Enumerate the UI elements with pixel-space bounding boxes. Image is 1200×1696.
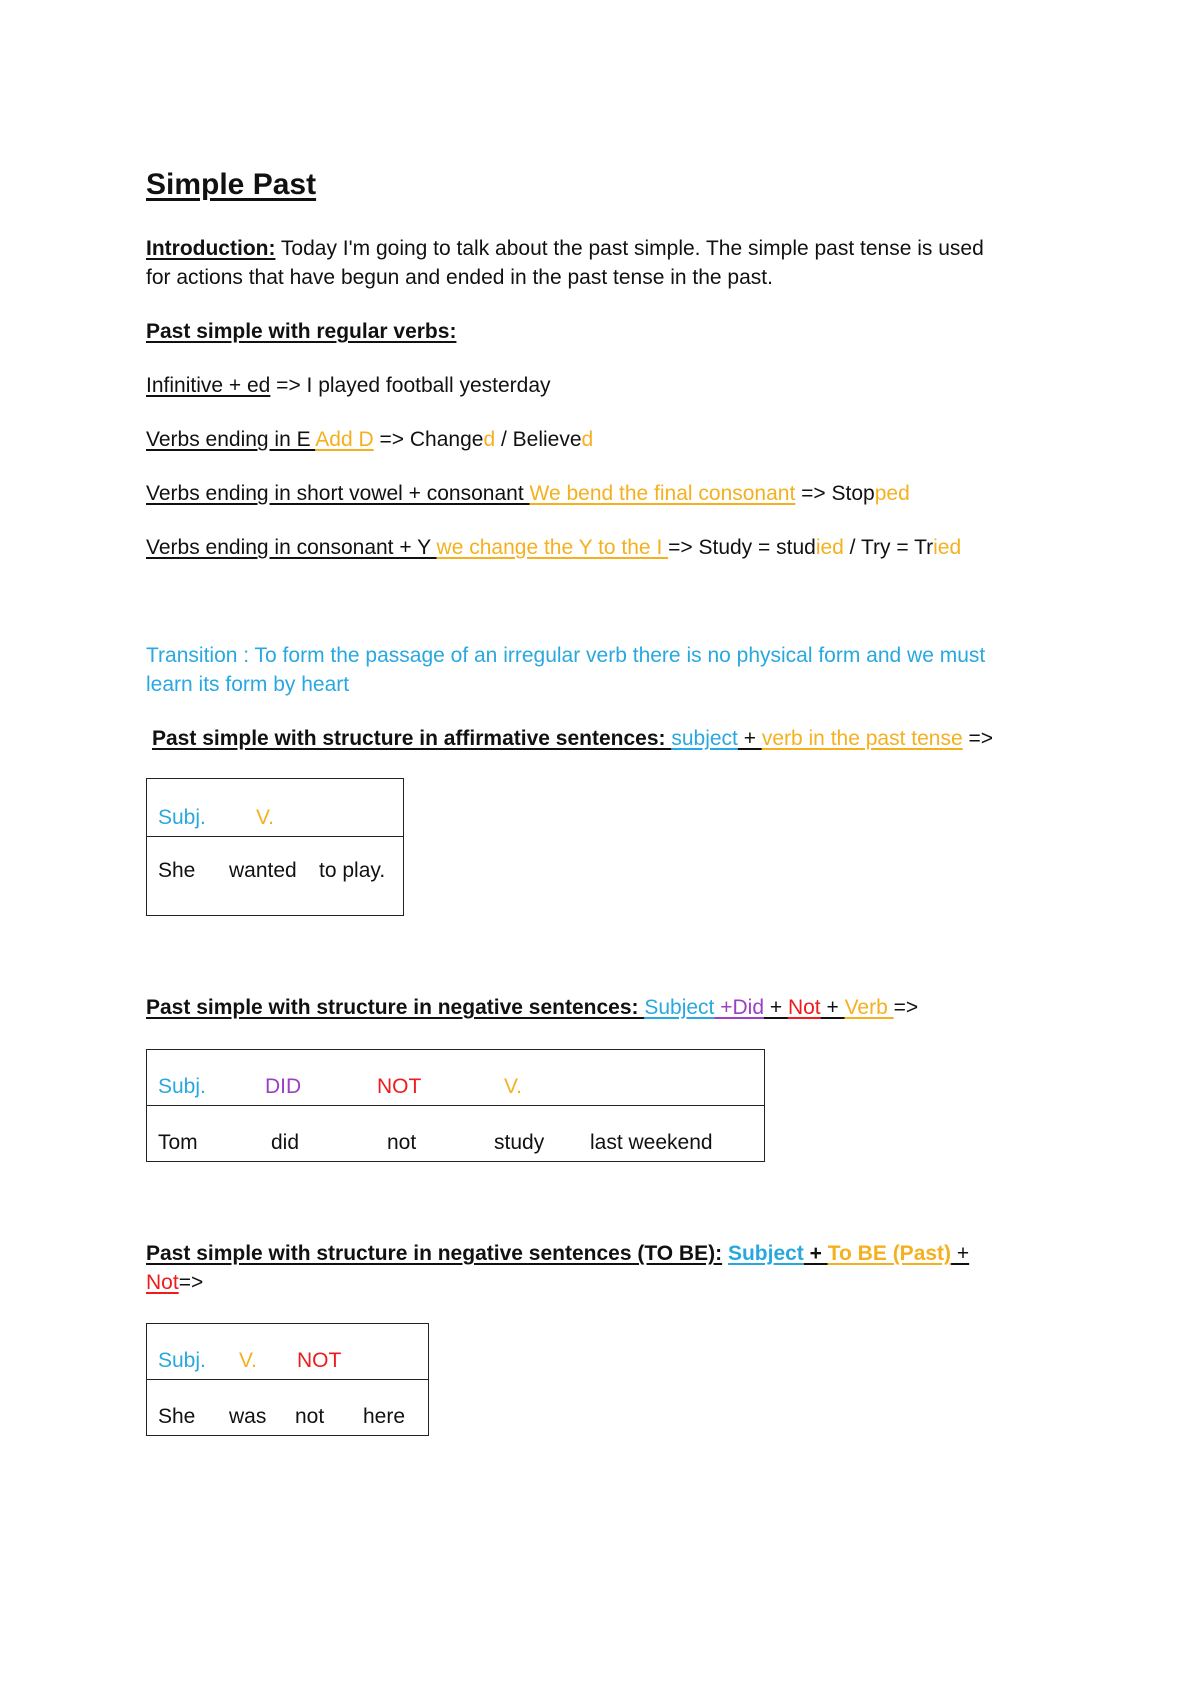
affirmative-table (146, 778, 404, 916)
transition-line-2: learn its form by heart (146, 673, 350, 696)
regular-heading: Past simple with regular verbs: (146, 320, 457, 343)
negative-table-header: Subj. DID NOT V. (147, 1050, 765, 1106)
tobe-heading-line: Past simple with structure in negative sentences (TO BE): Subject + To BE (Past) + (146, 1242, 970, 1265)
intro-text-1: Today I'm going to talk about the past simple. The simple past tense is used (275, 237, 984, 260)
intro-label: Introduction: (146, 237, 276, 260)
negative-heading: Past simple with structure in negative sentences: (146, 996, 639, 1019)
tobe-heading: Past simple with structure in negative sentences (TO BE): (146, 1242, 723, 1265)
tobe-table (146, 1323, 429, 1436)
rule-ending-e: Verbs ending in E Add D => Changed / Believed (146, 428, 594, 451)
affirmative-table-row: She wanted to play. (147, 837, 404, 916)
rule-infinitive: Infinitive + ed => I played football yesterday (146, 374, 551, 397)
tobe-heading-line-2: Not=> (146, 1271, 204, 1294)
affirmative-heading-line: Past simple with structure in affirmative sentences: subject + verb in the past tense => (152, 727, 993, 750)
transition-line-1: Transition : To form the passage of an irregular verb there is no physical form and we must (146, 644, 986, 667)
negative-heading-line: Past simple with structure in negative sentences: Subject +Did + Not + Verb => (146, 996, 919, 1019)
intro-line-2: for actions that have begun and ended in the past tense in the past. (146, 266, 773, 289)
affirmative-table-header: Subj. V. (147, 779, 404, 837)
rule-short-vowel: Verbs ending in short vowel + consonant We bend the final consonant => Stopped (146, 482, 910, 505)
tobe-table-header: Subj. V. NOT (147, 1324, 429, 1380)
negative-table-row: Tom did not study last weekend (147, 1106, 765, 1162)
affirmative-heading: Past simple with structure in affirmative sentences: (152, 727, 666, 750)
tobe-table-row: She was not here (147, 1380, 429, 1436)
page-title: Simple Past (146, 168, 317, 201)
rule-consonant-y: Verbs ending in consonant + Y we change the Y to the I => Study = studied / Try = Tried (146, 536, 962, 559)
negative-table (146, 1049, 765, 1162)
intro-line-1 (146, 234, 984, 263)
